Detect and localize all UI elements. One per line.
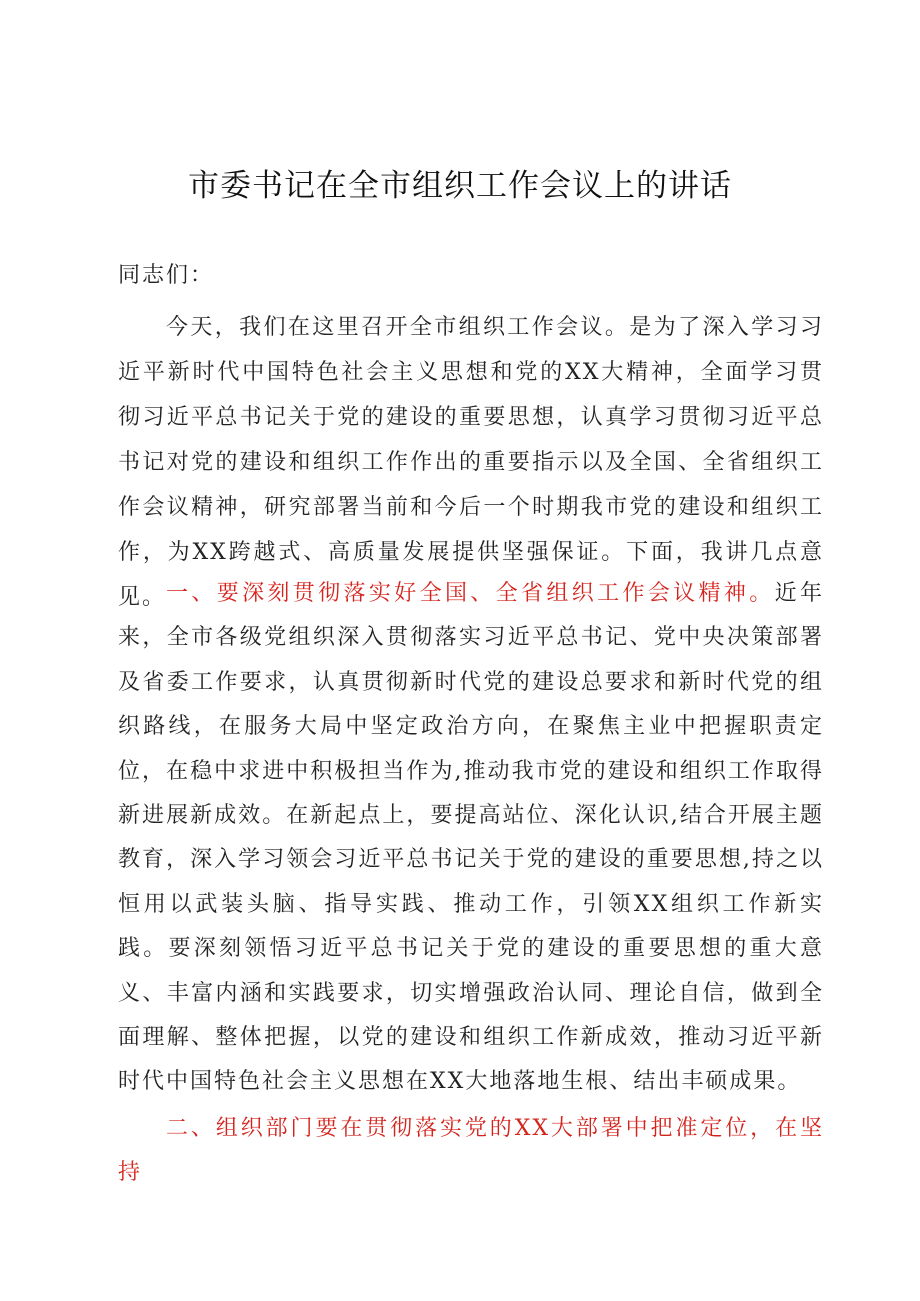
paragraph-section-two (118, 1107, 824, 1195)
section-two-heading: 二、组织部门要在贯彻落实党的XX大部署中把准定位，在坚持 (118, 1116, 824, 1185)
section-one-heading: 一、要深刻贯彻落实好全国、全省组织工作会议精神。 (166, 581, 775, 606)
document-title: 市委书记在全市组织工作会议上的讲话 (188, 168, 732, 204)
salutation: 同志们： (118, 263, 215, 288)
section-one-text: 近年来，全市各级党组织深入贯彻落实习近平总书记、党中央决策部署及省委工作要求，认真贯彻新时代党的建设总要求和新时代党的组织路线，在服务大局中坚定政治方向，在聚焦主业中把握职责定位，在稳中求进中积极担当作为,推动我市党的建设和组织工作取得新进展新成效。在新起点上，要提高站位、深化认识,结合开展主题教育，深入学习领会习近平总书记关于党的建设的重要思想,持之以恒用以武装头脑、指导实践、推动工作，引领XX组织工作新实践。要深刻领悟习近平总书记关于党的建设的重要思想的重大意义、丰富内涵和实践要求，切实增强政治认同、理论自信，做到全面理解、整体把握，以党的建设和组织工作新成效，推动习近平新时代中国特色社会主义思想在XX大地落地生根、结出丰硕成果。 (118, 581, 824, 1095)
paragraph-intro-text: 今天，我们在这里召开全市组织工作会议。是为了深入学习习近平新时代中国特色社会主义思想和党的XX大精神，全面学习贯彻习近平总书记关于党的建设的重要思想，认真学习贯彻习近平总书记对党的建设和组织工作作出的重要指示以及全国、全省组织工作会议精神，研究部署当前和今后一个时期我市党的建设和组织工作，为XX跨越式、高质量发展提供坚强保证。下面，我讲几点意见。 (118, 315, 824, 610)
paragraph-section-one (118, 572, 824, 1105)
